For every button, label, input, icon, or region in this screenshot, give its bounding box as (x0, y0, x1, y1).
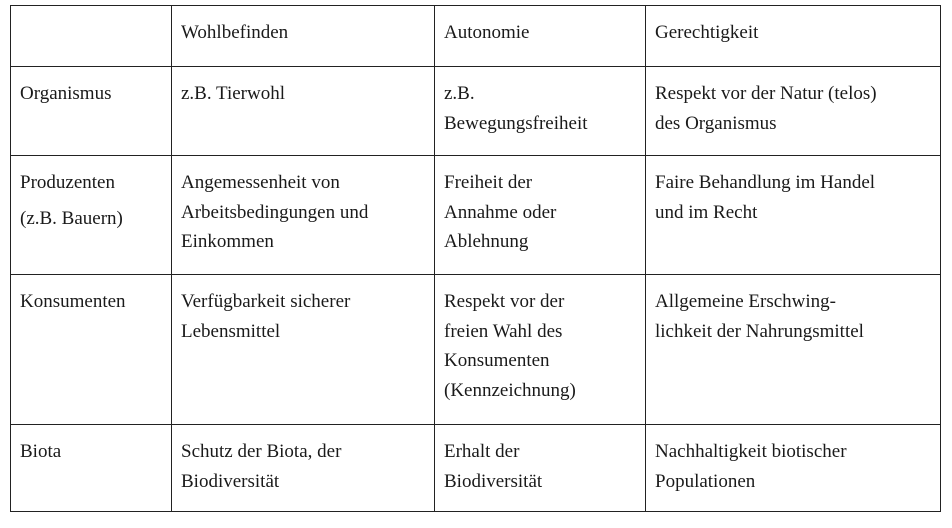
table-cell: Erhalt der Biodiversität (435, 425, 646, 512)
table-cell: z.B. Tierwohl (172, 67, 435, 156)
row-label-line: Produzenten (20, 172, 115, 193)
row-label-subline: (z.B. Bauern) (20, 207, 123, 229)
table-cell: Angemessenheit von Arbeitsbedingungen und Einkommen (172, 156, 435, 275)
row-label-biota (11, 425, 172, 512)
table-row (11, 275, 941, 425)
table-cell: z.B. Bewegungsfreiheit (435, 67, 646, 156)
table-row (11, 425, 941, 512)
table-cell: Allgemeine Erschwing- lichkeit der Nahrungsmittel (646, 275, 941, 425)
row-label-line: Biota (20, 441, 62, 462)
table-cell: Respekt vor der freien Wahl des Konsumenten (Kennzeichnung) (435, 275, 646, 425)
table-cell: Verfügbarkeit sicherer Lebensmittel (172, 275, 435, 425)
table-row (11, 67, 941, 156)
row-label-organismus (11, 67, 172, 156)
header-cell-wohlbefinden: Wohlbefinden (172, 6, 435, 67)
row-label-line: Konsumenten (20, 291, 126, 312)
table-row (11, 156, 941, 275)
row-label-produzenten (11, 156, 172, 275)
table-cell: Nachhaltigkeit biotischer Populationen (646, 425, 941, 512)
row-label-konsumenten (11, 275, 172, 425)
header-cell-autonomie: Autonomie (435, 6, 646, 67)
header-cell-gerechtigkeit: Gerechtigkeit (646, 6, 941, 67)
ethical-matrix-table (10, 5, 941, 512)
header-corner-cell (11, 6, 172, 67)
table-cell: Respekt vor der Natur (telos) des Organismus (646, 67, 941, 156)
table-cell: Freiheit der Annahme oder Ablehnung (435, 156, 646, 275)
header-row (11, 6, 941, 67)
row-label-line: Organismus (20, 83, 112, 104)
table-cell: Faire Behandlung im Handel und im Recht (646, 156, 941, 275)
table-cell: Schutz der Biota, der Biodiversität (172, 425, 435, 512)
